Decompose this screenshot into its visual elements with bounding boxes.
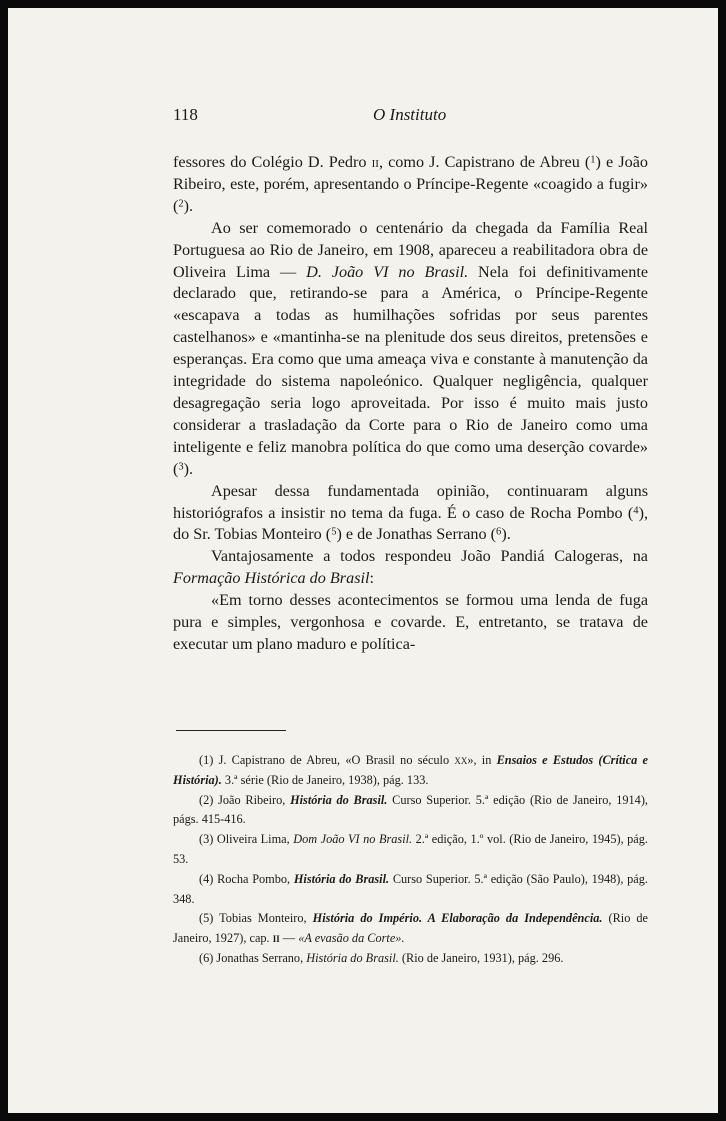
book-title: História do Brasil. [290, 792, 388, 807]
footnote-mark: (1) [199, 753, 214, 767]
book-title: História do Brasil. [293, 871, 390, 886]
text-run: Curso Superior. 5.ª edição (Rio de Janeiro, 1914), págs. 415-416. [173, 792, 648, 827]
text-run: Tobias Monteiro, [213, 911, 313, 926]
page-number: 118 [173, 105, 198, 124]
text-run: João Ribeiro, [213, 792, 291, 807]
footnote-ref: 6 [496, 526, 502, 538]
text-run: — [279, 931, 299, 946]
text-run: (Rio de Janeiro, 1931), pág. 296. [398, 950, 564, 965]
footnote-6 [173, 949, 648, 969]
book-title: Formação Histórica do Brasil [173, 569, 370, 588]
text-run: Vantajosamente a todos respondeu João Pandiá Calogeras, na [211, 547, 648, 566]
footnote-4 [173, 870, 648, 910]
chapter-title: «A evasão da Corte». [298, 931, 405, 946]
text-run: Jonathas Serrano, [213, 950, 307, 965]
footnote-ref: 5 [331, 526, 337, 538]
paragraph-1 [173, 152, 648, 218]
body-text [173, 152, 648, 656]
footnote-mark: (3) [199, 832, 214, 847]
footnote-mark: (2) [199, 792, 214, 807]
book-title: História do Império. A Elaboração da Independência. [312, 911, 603, 926]
book-title: História do Brasil. [306, 950, 399, 965]
text-run: ). [501, 525, 511, 544]
text-run: ) e João Ribeiro, este, porém, apresentando o Príncipe-Regente «coagido a fugir» ( [173, 153, 649, 215]
text-run: «Em torno desses acontecimentos se formou uma lenda de fuga pura e simples, vergonhosa e covarde. E, entretanto, se tratava de executar um plano maduro e política- [173, 591, 648, 653]
book-title: D. João VI no Brasil. [306, 262, 469, 281]
footnote-ref: 1 [590, 154, 596, 166]
text-run: Apesar dessa fundamentada opinião, continuaram alguns historiógrafos a insistir no tema da fuga. É o caso de Rocha Pombo ( [173, 481, 648, 522]
paragraph-2 [173, 218, 648, 481]
footnote-ref: 4 [633, 504, 639, 516]
roman-numeral: ii [371, 153, 379, 171]
text-run: », in [467, 753, 497, 767]
roman-numeral: xx [454, 753, 468, 767]
footnote-2 [173, 791, 648, 831]
book-title: Dom João VI no Brasil. [293, 832, 413, 847]
footnote-5 [173, 909, 648, 949]
text-run: Rocha Pombo, [213, 871, 294, 886]
footnote-mark: (5) [199, 911, 214, 926]
text-run: Nela foi definitivamente declarado que, retirando-se para a América, o Príncipe-Regente «escapava a todas as humilhações sofridas por seus parentes castelhanos» e «mantinha-se na plenitude dos seus direitos, pretensões e esperanças. Era como que uma ameaça viva e constante à manutenção da integridade do sistema napoleónico. Qualquer negligência, qualquer desagregação seria logo aproveitada. Por isso é muito mais justo considerar a trasladação da Corte para o Rio de Janeiro como uma inteligente e feliz manobra política do que como uma deserção covarde» ( [173, 262, 649, 478]
footnote-1 [173, 751, 648, 791]
roman-numeral: ii [272, 931, 280, 946]
text-run: Curso Superior. 5.ª edição (São Paulo), 1948), pág. 348. [173, 871, 648, 906]
running-title: O Instituto [373, 105, 447, 124]
footnote-ref: 3 [178, 460, 184, 472]
footnote-ref: 2 [178, 198, 184, 210]
text-run: Oliveira Lima, [213, 832, 294, 847]
book-page [8, 8, 718, 1113]
text-run: : [369, 569, 374, 588]
text-run: ) e de Jonathas Serrano ( [336, 525, 497, 544]
footnote-separator [176, 730, 286, 731]
text-run: (Rio de Janeiro, 1927), cap. [173, 911, 648, 946]
text-run: ), do Sr. Tobias Monteiro ( [173, 503, 648, 544]
text-run: J. Capistrano de Abreu, «O Brasil no século [213, 753, 455, 767]
paragraph-5 [173, 590, 648, 656]
text-run: fessores do Colégio D. Pedro [173, 153, 372, 171]
text-run: ). [183, 459, 194, 478]
text-run: Ao ser comemorado o centenário da chegada da Família Real Portuguesa ao Rio de Janeiro, em 1908, apareceu a reabilitadora obra de Oliveira Lima — [173, 218, 648, 281]
book-title: Ensaios e Estudos (Crítica e História). [173, 753, 648, 787]
text-run: 3.ª série (Rio de Janeiro, 1938), pág. 133. [221, 772, 429, 787]
paragraph-4 [173, 546, 648, 590]
paragraph-3 [173, 481, 648, 547]
footnote-mark: (4) [199, 871, 214, 886]
footnote-mark: (6) [199, 950, 214, 965]
text-run: 2.ª edição, 1.º vol. (Rio de Janeiro, 1945), pág. 53. [173, 832, 648, 866]
footnote-3 [173, 830, 648, 870]
text-run: ). [183, 196, 194, 215]
text-run: , como J. Capistrano de Abreu ( [378, 153, 591, 171]
footnotes [173, 751, 648, 969]
